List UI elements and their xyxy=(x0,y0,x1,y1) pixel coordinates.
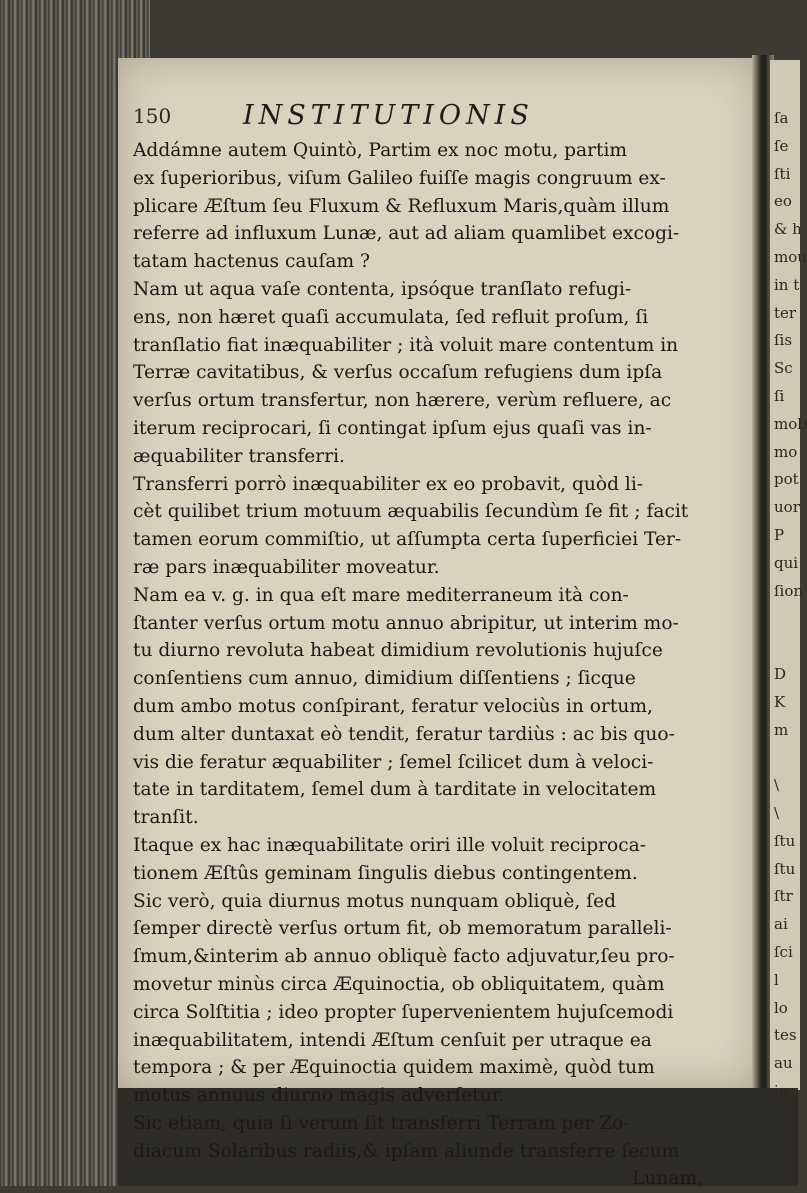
facing-page-fragment: in t xyxy=(774,275,800,294)
facing-page-fragment: \ xyxy=(774,803,780,822)
text-line: ex ſuperioribus, viſum Galileo fuiſſe magis congruum ex- xyxy=(133,167,666,189)
text-line: tu diurno revoluta habeat dimidium revolutionis hujuſce xyxy=(133,640,663,662)
text-line: tamen eorum commiſtio, ut aſſumpta certa ſuperficiei Ter- xyxy=(133,529,682,551)
facing-page-fragment: mob xyxy=(774,414,807,433)
text-line: tranſlatio fiat inæquabiliter ; ità voluit mare contentum in xyxy=(133,334,679,356)
text-line: Nam ea v. g. in qua eſt mare mediterraneum ità con- xyxy=(133,584,629,606)
facing-page-fragment: mo xyxy=(774,442,798,461)
text-line: tatam hactenus cauſam ? xyxy=(133,251,370,273)
facing-page-fragment: ſion xyxy=(774,581,804,600)
text-line: referre ad influxum Lunæ, aut ad aliam quamlibet excogi- xyxy=(133,223,680,245)
facing-page-fragment: & h xyxy=(774,220,802,239)
running-head: INSTITUTIONIS xyxy=(243,100,534,131)
text-line: Sic verò, quia diurnus motus nunquam obliquè, ſed xyxy=(133,890,616,912)
facing-page-fragment: ſi xyxy=(774,386,785,405)
facing-page-fragment: tes xyxy=(774,1026,797,1045)
facing-page-fragment: ſci xyxy=(774,942,793,961)
text-line: diacum Solaribus radiis,& ipſam aliunde transferre ſecum xyxy=(133,1140,680,1162)
text-line: tranſit. xyxy=(133,807,199,829)
facing-page-fragment: Sc xyxy=(774,359,793,378)
facing-page-fragment: ai xyxy=(774,915,788,934)
page-header xyxy=(133,100,633,130)
facing-page-fragment xyxy=(774,633,804,661)
text-line: cèt quilibet trium motuum æquabilis ſecundùm ſe fit ; facit xyxy=(133,501,689,523)
facing-page-fragment xyxy=(774,744,804,772)
facing-page-fragment: ſtu xyxy=(774,859,796,878)
text-line: movetur minùs circa Æquinoctia, ob obliquitatem, quàm xyxy=(133,973,665,995)
facing-page-fragment: eo xyxy=(774,192,792,211)
facing-page-fragment: mou xyxy=(774,247,807,266)
facing-page-fragment: K xyxy=(774,692,786,711)
facing-page-fragment: \ xyxy=(774,776,780,795)
text-line: æquabiliter transferri. xyxy=(133,445,345,467)
facing-page-fragment: pot xyxy=(774,470,799,489)
text-line: ens, non hæret quaſi accumulata, ſed refluit proſum, ſi xyxy=(133,306,649,328)
text-line: ſtanter verſus ortum motu annuo abripitur, ut interim mo- xyxy=(133,612,679,634)
text-line: tionem Æſtûs geminam ſingulis diebus contingentem. xyxy=(133,862,638,884)
facing-page-fragment: uor xyxy=(774,498,800,517)
text-line: ſmum,&interim ab annuo obliquè facto adjuvatur,ſeu pro- xyxy=(133,946,675,968)
facing-page-fragment: ſtr xyxy=(774,887,793,906)
text-line: circa Solſtitia ; ideo propter ſupervenientem hujuſcemodi xyxy=(133,1001,674,1023)
facing-page-fragment xyxy=(774,605,804,633)
facing-page-fragment: m xyxy=(774,720,789,739)
text-line: ſemper directè verſus ortum fit, ob memoratum paralleli- xyxy=(133,918,672,940)
text-line: inæquabilitatem, intendi Æſtum cenſuit per utraque ea xyxy=(133,1029,652,1051)
text-line: motus annuus diurno magis adverſetur. xyxy=(133,1085,505,1107)
text-line: dum ambo motus conſpirant, feratur velociùs in ortum, xyxy=(133,695,653,717)
facing-page-fragment: au xyxy=(774,1054,793,1073)
facing-page-fragment: P xyxy=(774,525,785,544)
text-line: Nam ut aqua vaſe contenta, ipsóque tranſlato refugi- xyxy=(133,278,632,300)
facing-page-fragment: ter xyxy=(774,303,797,322)
text-line: iterum reciprocari, ſi contingat ipſum ejus quaſi vas in- xyxy=(133,417,652,439)
facing-page-fragment: qui xyxy=(774,553,799,572)
text-line: Itaque ex hac inæquabilitate oriri ille voluit reciproca- xyxy=(133,834,647,856)
facing-page-fragment: lo xyxy=(774,998,788,1017)
text-line: tempora ; & per Æquinoctia quidem maximè, quòd tum xyxy=(133,1057,655,1079)
text-line: dum alter duntaxat eò tendit, feratur tardiùs : ac bis quo- xyxy=(133,723,675,745)
catchword: Lunam, xyxy=(632,1168,703,1190)
facing-page-fragment: D xyxy=(774,664,787,683)
text-line: ræ pars inæquabiliter moveatur. xyxy=(133,556,440,578)
facing-page-fragment: ſe xyxy=(774,136,789,155)
text-line: tate in tarditatem, ſemel dum à tarditate in velocitatem xyxy=(133,779,657,801)
page-number: 150 xyxy=(133,104,172,128)
text-line: Addámne autem Quintò, Partim ex noc motu, partim xyxy=(133,140,628,161)
text-line: plicare Æſtum ſeu Fluxum & Refluxum Maris,quàm illum xyxy=(133,195,670,217)
text-line: Transferri porrò inæquabiliter ex eo probavit, quòd li- xyxy=(133,473,644,495)
facing-page-fragment: ſa xyxy=(774,109,789,127)
facing-page-fragment: ſti xyxy=(774,164,791,183)
text-line: conſentiens cum annuo, dimidium diſſentiens ; ſicque xyxy=(133,668,636,690)
facing-page-fragment: ſis xyxy=(774,331,793,350)
facing-page-fragment: ſtu xyxy=(774,831,796,850)
body-text xyxy=(133,137,723,1193)
facing-page-text xyxy=(774,105,807,1106)
text-line: Terræ cavitatibus, & verſus occaſum refugiens dum ipſa xyxy=(133,362,663,384)
facing-page-fragment: l xyxy=(774,970,779,989)
text-line: Sic etiam, quia ſi verum ſit transferri Terram per Zo- xyxy=(133,1112,630,1134)
text-line: verſus ortum transfertur, non hærere, verùm refluere, ac xyxy=(133,390,672,412)
facing-page-fragment: in xyxy=(774,1081,789,1100)
text-line: vis die feratur æquabiliter ; ſemel ſcilicet dum à veloci- xyxy=(133,751,654,773)
